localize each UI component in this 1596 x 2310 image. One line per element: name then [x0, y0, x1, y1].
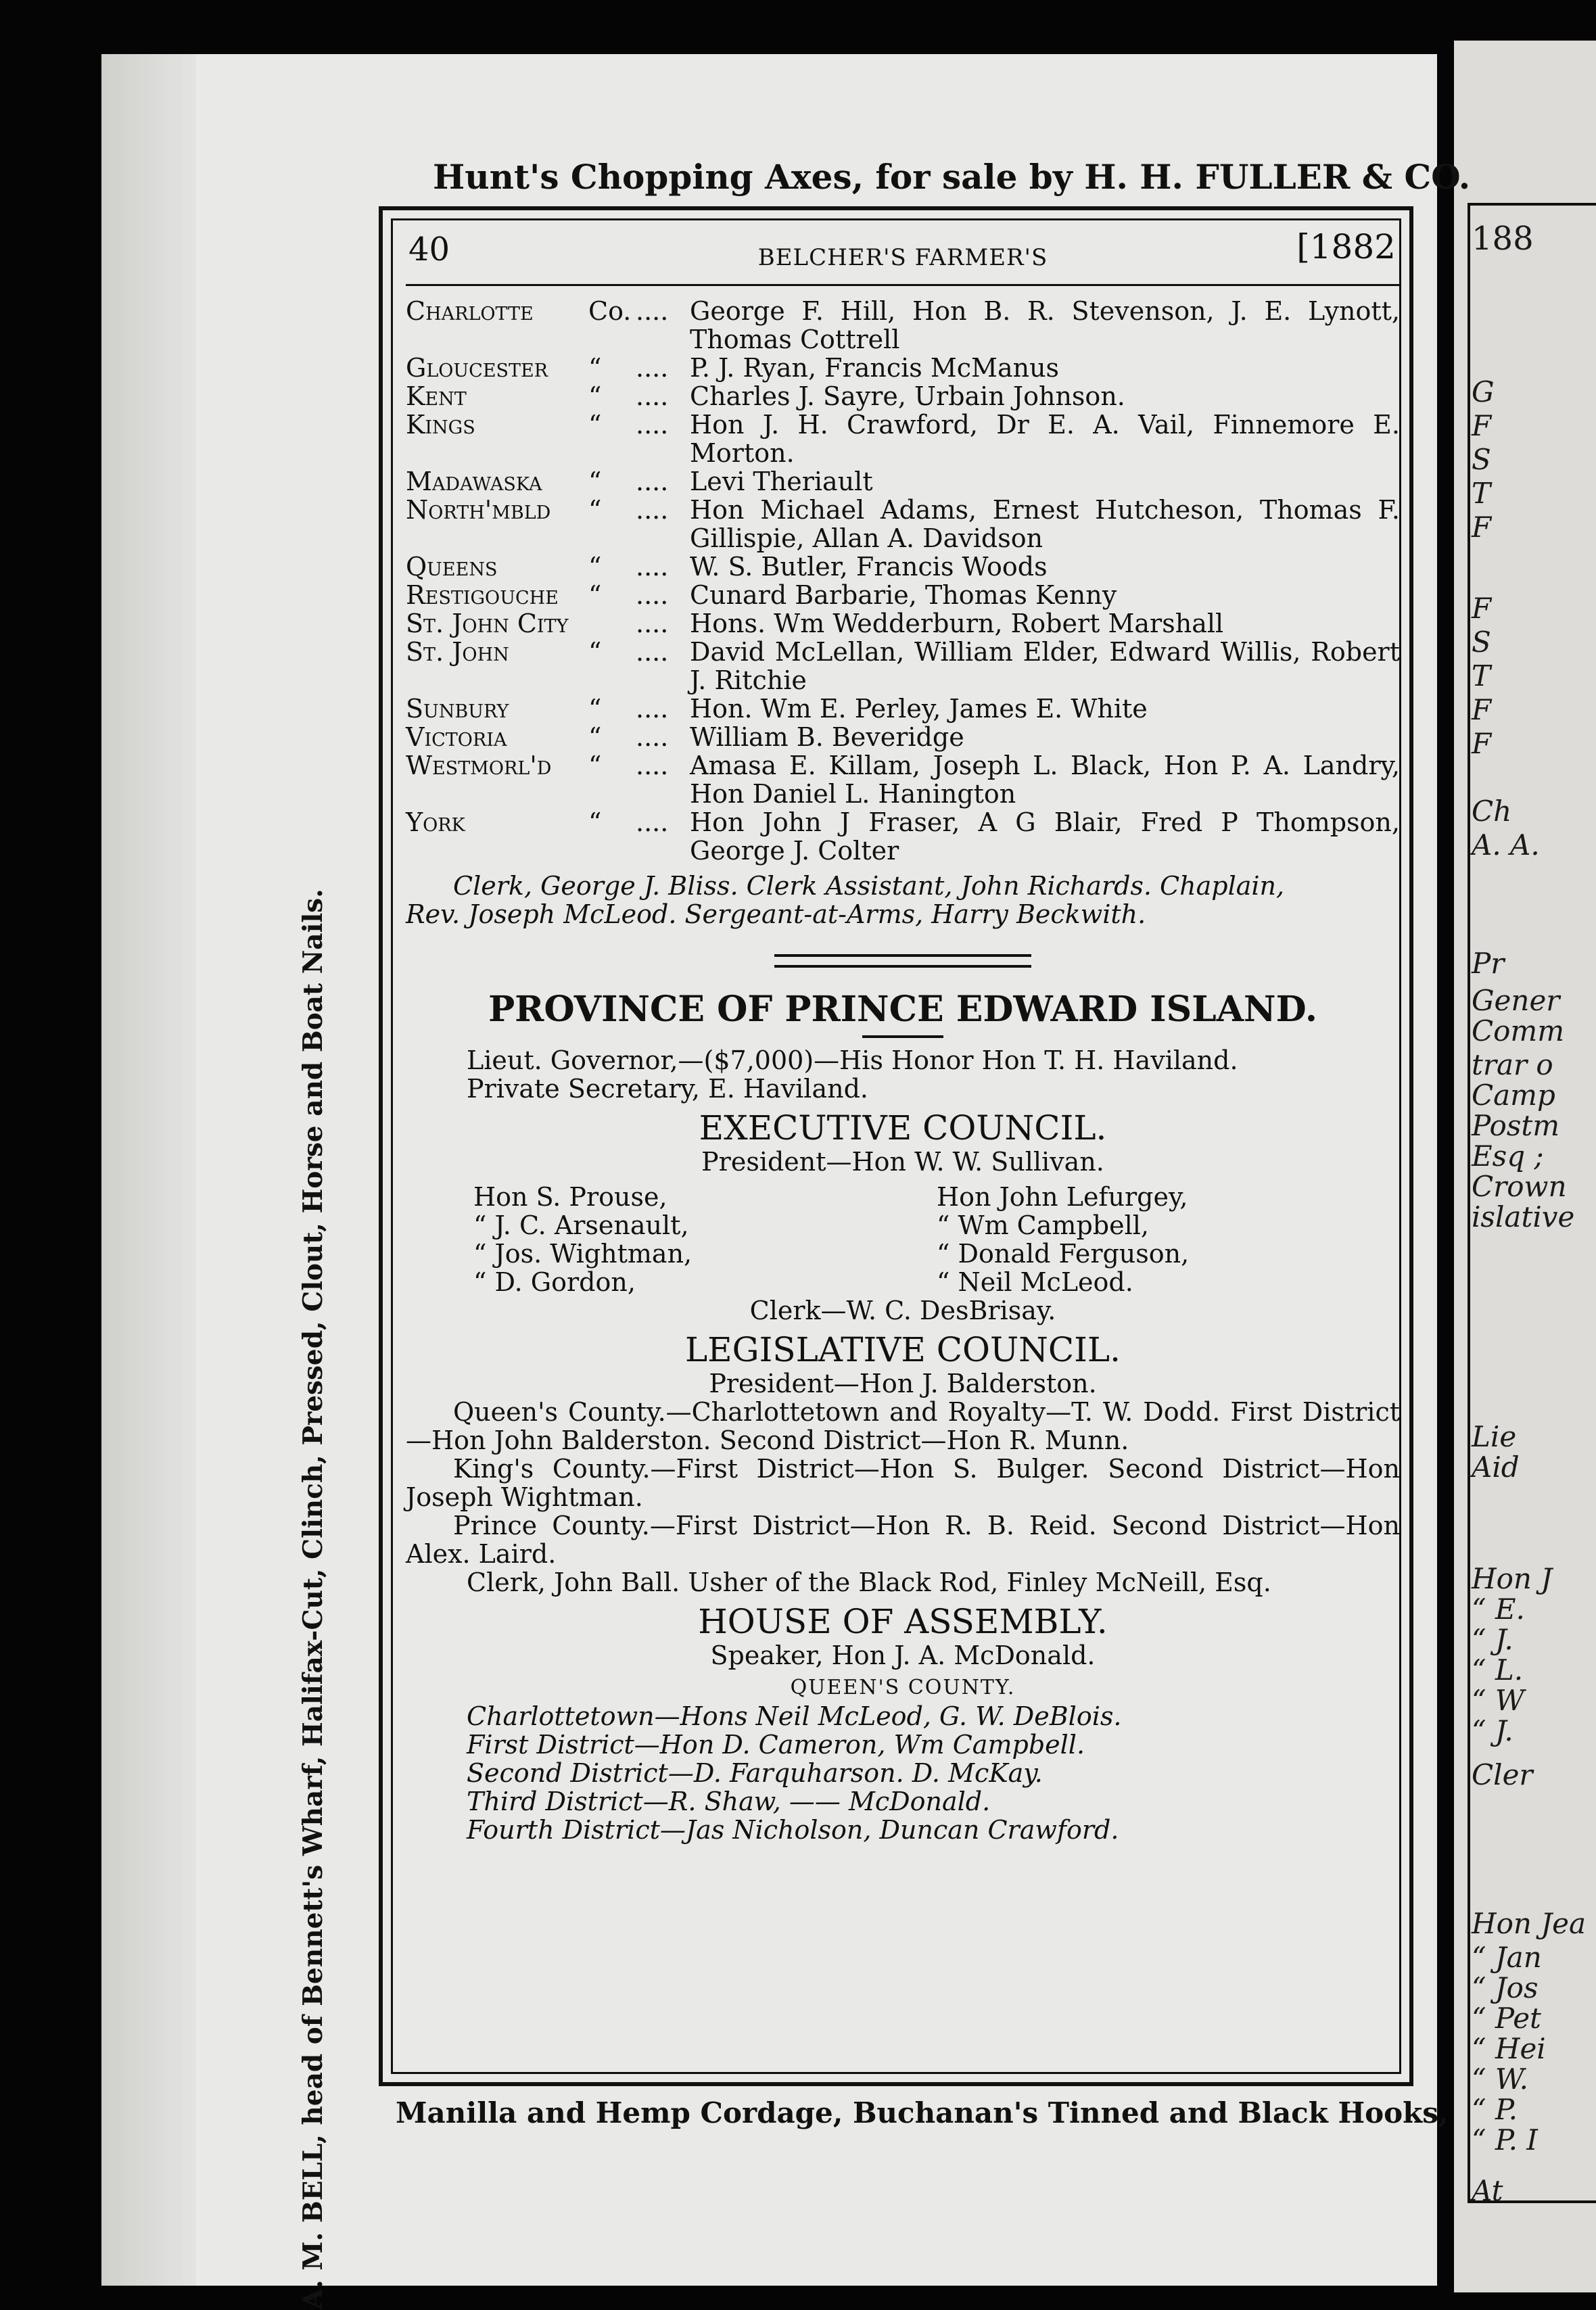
- officers-line-1: Clerk, George J. Bliss. Clerk Assistant, John Richards. Chaplain,: [453, 871, 1285, 901]
- section-divider: [774, 954, 1031, 968]
- assembly-districts: [406, 1702, 1400, 1844]
- county-ditto: “: [588, 495, 602, 525]
- county-ditto: Co.: [588, 296, 632, 326]
- page-content: [406, 223, 1400, 1844]
- member-names: Charles J. Sayre, Urbain Johnson.: [690, 381, 1125, 411]
- county-entry: [406, 410, 1400, 467]
- pei-title: PROVINCE OF PRINCE EDWARD ISLAND.: [488, 989, 1317, 1030]
- legislative-prince-county: Prince County.—First District—Hon R. B. Reid. Second District—Hon Alex. Laird.: [406, 1511, 1400, 1569]
- facing-page-text: S: [1472, 443, 1491, 476]
- county-ditto: “: [588, 580, 602, 610]
- facing-page-text: F: [1472, 592, 1492, 625]
- bottom-advertisement: Manilla and Hemp Cordage, Buchanan's Tinned and Black Hooks,: [396, 2096, 1449, 2129]
- county-ditto: “: [588, 807, 602, 837]
- county-ditto: “: [588, 751, 602, 780]
- legislative-kings-county: King's County.—First District—Hon S. Bulger. Second District—Hon Joseph Wightman.: [406, 1454, 1400, 1512]
- leader-dots: ....: [636, 495, 669, 525]
- officers-line-2: Rev. Joseph McLeod. Sergeant-at-Arms, Harry Beckwith.: [406, 899, 1146, 929]
- facing-page-text: “ Hei: [1472, 2032, 1546, 2065]
- executive-members: [406, 1183, 1400, 1296]
- member-names: Hons. Wm Wedderburn, Robert Marshall: [690, 609, 1224, 638]
- facing-page-text: Ch: [1472, 795, 1512, 828]
- facing-page-text: G: [1472, 375, 1495, 408]
- council-member: Hon John Lefurgey,: [937, 1182, 1188, 1212]
- executive-council-title: EXECUTIVE COUNCIL.: [699, 1108, 1107, 1148]
- executive-president: President—Hon W. W. Sullivan.: [701, 1147, 1104, 1177]
- member-names: George F. Hill, Hon B. R. Stevenson, J. E. Lynott, Thomas Cottrell: [690, 296, 1400, 354]
- facing-page-text: Cler: [1472, 1758, 1533, 1791]
- facing-page-text: F: [1472, 693, 1492, 726]
- leader-dots: ....: [636, 353, 669, 383]
- county-entry: [406, 496, 1400, 552]
- county-ditto: “: [588, 353, 602, 383]
- county-name: Westmorl'd: [406, 751, 552, 780]
- county-name: Victoria: [406, 722, 507, 752]
- county-name: Kent: [406, 381, 467, 411]
- assembly-district: First District—Hon D. Cameron, Wm Campbell.: [467, 1730, 1085, 1760]
- county-entry: [406, 552, 1400, 581]
- house-of-assembly-title: HOUSE OF ASSEMBLY.: [698, 1602, 1108, 1641]
- executive-members-right: [937, 1183, 1400, 1296]
- facing-page-text: trar o: [1472, 1048, 1553, 1081]
- page-year: [1882: [1296, 227, 1396, 266]
- council-member: “ J. C. Arsenault,: [473, 1210, 689, 1240]
- facing-page-text: “ Jan: [1472, 1941, 1542, 1974]
- leader-dots: ....: [636, 467, 669, 496]
- page-number: 40: [408, 231, 450, 268]
- county-name: York: [406, 807, 465, 837]
- county-name: St. John: [406, 637, 509, 667]
- facing-page-text: “ J.: [1472, 1623, 1513, 1656]
- leader-dots: ....: [636, 694, 669, 724]
- council-member: “ Wm Campbell,: [937, 1210, 1149, 1240]
- facing-page-text: Gener: [1472, 984, 1560, 1017]
- private-secretary: Private Secretary, E. Haviland.: [467, 1074, 868, 1104]
- county-entry: [406, 808, 1400, 865]
- title-underline: [862, 1035, 943, 1038]
- facing-page-text: F: [1472, 409, 1492, 442]
- county-entry: [406, 581, 1400, 609]
- facing-page-text: Camp: [1472, 1079, 1555, 1112]
- facing-page-text: Comm: [1472, 1014, 1565, 1047]
- county-entry: [406, 694, 1400, 723]
- facing-page-text: “ E.: [1472, 1593, 1525, 1626]
- council-member: “ D. Gordon,: [473, 1267, 636, 1297]
- member-names: Hon J. H. Crawford, Dr E. A. Vail, Finnemore E. Morton.: [690, 410, 1400, 468]
- member-names: Hon. Wm E. Perley, James E. White: [690, 694, 1148, 724]
- leader-dots: ....: [636, 296, 669, 326]
- county-ditto: “: [588, 381, 602, 411]
- assembly-county-heading: QUEEN'S COUNTY.: [790, 1676, 1016, 1699]
- facing-page-text: “ P. I: [1472, 2123, 1538, 2156]
- county-entry: [406, 609, 1400, 638]
- facing-page-text: “ W.: [1472, 2062, 1528, 2096]
- leader-dots: ....: [636, 410, 669, 440]
- facing-page-text: Lie: [1472, 1420, 1517, 1453]
- assembly-district: Second District—D. Farquharson. D. McKay.: [467, 1758, 1043, 1788]
- county-name: Madawaska: [406, 467, 542, 496]
- facing-page-text: T: [1472, 659, 1491, 692]
- facing-page-text: islative: [1472, 1200, 1575, 1233]
- facing-page-text: At: [1472, 2174, 1503, 2207]
- county-ditto: “: [588, 694, 602, 724]
- facing-page-text: Aid: [1472, 1451, 1520, 1484]
- facing-page-text: “ L.: [1472, 1653, 1524, 1687]
- county-name: St. John City: [406, 609, 569, 638]
- member-names: P. J. Ryan, Francis McManus: [690, 353, 1060, 383]
- county-name: Sunbury: [406, 694, 509, 724]
- county-name: Gloucester: [406, 353, 548, 383]
- side-advertisement: A. M. BELL, head of Bennett's Wharf, Halifax-Cut, Clinch, Pressed, Clout, Horse and Boat Nails.: [298, 889, 329, 2309]
- county-ditto: “: [588, 637, 602, 667]
- leader-dots: ....: [636, 637, 669, 667]
- leader-dots: ....: [636, 580, 669, 610]
- county-name: Queens: [406, 552, 498, 582]
- page-gutter: [101, 54, 196, 2286]
- assembly-district: Charlottetown—Hons Neil McLeod, G. W. DeBlois.: [467, 1701, 1122, 1731]
- county-entry: [406, 751, 1400, 808]
- facing-page-text: “ J.: [1472, 1714, 1513, 1747]
- facing-page-text: F: [1472, 727, 1492, 760]
- council-member: Hon S. Prouse,: [473, 1182, 667, 1212]
- county-entry: [406, 354, 1400, 382]
- facing-page-text: “ W: [1472, 1684, 1524, 1717]
- facing-page-text: Pr: [1472, 947, 1505, 980]
- county-entry: [406, 723, 1400, 751]
- county-members-list: [406, 297, 1400, 865]
- county-name: Restigouche: [406, 580, 559, 610]
- facing-page-text: “ P.: [1472, 2093, 1518, 2126]
- assembly-district: Third District—R. Shaw, —— McDonald.: [467, 1787, 991, 1816]
- county-ditto: “: [588, 722, 602, 752]
- county-entry: [406, 638, 1400, 694]
- facing-page-text: Crown: [1472, 1170, 1567, 1203]
- running-header: [406, 223, 1400, 286]
- facing-page-text: Hon Jea: [1472, 1907, 1587, 1940]
- lt-governor: Lieut. Governor,—($7,000)—His Honor Hon T. H. Haviland.: [467, 1045, 1238, 1075]
- facing-page-text: “ Jos: [1472, 1971, 1539, 2004]
- legislative-president: President—Hon J. Balderston.: [709, 1369, 1097, 1398]
- member-names: W. S. Butler, Francis Woods: [690, 552, 1048, 582]
- assembly-speaker: Speaker, Hon J. A. McDonald.: [710, 1641, 1096, 1670]
- member-names: Cunard Barbarie, Thomas Kenny: [690, 580, 1117, 610]
- facing-page-text: “ Pet: [1472, 2002, 1541, 2035]
- county-entry: [406, 467, 1400, 496]
- council-member: “ Neil McLeod.: [937, 1267, 1133, 1297]
- legislative-council-title: LEGISLATIVE COUNCIL.: [684, 1330, 1121, 1369]
- council-member: “ Donald Ferguson,: [937, 1239, 1190, 1269]
- member-names: William B. Beveridge: [690, 722, 964, 752]
- county-entry: [406, 297, 1400, 354]
- executive-clerk: Clerk—W. C. DesBrisay.: [749, 1296, 1056, 1325]
- county-name: Charlotte: [406, 296, 534, 326]
- facing-page-fragment: [1454, 41, 1596, 2292]
- leader-dots: ....: [636, 552, 669, 582]
- facing-page-text: F: [1472, 511, 1492, 544]
- member-names: Hon John J Fraser, A G Blair, Fred P Thompson, George J. Colter: [690, 807, 1400, 866]
- leader-dots: ....: [636, 609, 669, 638]
- county-ditto: “: [588, 552, 602, 582]
- county-entry: [406, 382, 1400, 410]
- member-names: Hon Michael Adams, Ernest Hutcheson, Thomas F. Gillispie, Allan A. Davidson: [690, 495, 1400, 553]
- county-name: Kings: [406, 410, 475, 440]
- legislative-queens-county: Queen's County.—Charlottetown and Royalty—T. W. Dodd. First District—Hon John Balderston. Second District—Hon R. Munn.: [406, 1397, 1400, 1455]
- facing-page-text: Hon J: [1472, 1562, 1553, 1595]
- executive-members-left: [473, 1183, 937, 1296]
- leader-dots: ....: [636, 381, 669, 411]
- facing-page-text: T: [1472, 477, 1491, 510]
- leader-dots: ....: [636, 722, 669, 752]
- facing-page-text: A. A.: [1472, 828, 1540, 862]
- county-ditto: “: [588, 467, 602, 496]
- leader-dots: ....: [636, 751, 669, 780]
- facing-page-text: Esq ;: [1472, 1139, 1544, 1173]
- assembly-district: Fourth District—Jas Nicholson, Duncan Crawford.: [467, 1815, 1119, 1845]
- member-names: Amasa E. Killam, Joseph L. Black, Hon P. A. Landry, Hon Daniel L. Hanington: [690, 751, 1400, 809]
- top-advertisement: Hunt's Chopping Axes, for sale by H. H. FULLER & CO.: [433, 157, 1471, 197]
- legislative-clerk: Clerk, John Ball. Usher of the Black Rod, Finley McNeill, Esq.: [467, 1568, 1271, 1597]
- county-name: North'mbld: [406, 495, 551, 525]
- council-member: “ Jos. Wightman,: [473, 1239, 693, 1269]
- facing-page-text: S: [1472, 626, 1491, 659]
- leader-dots: ....: [636, 807, 669, 837]
- member-names: Levi Theriault: [690, 467, 873, 496]
- county-ditto: “: [588, 410, 602, 440]
- facing-page-text: Postm: [1472, 1109, 1560, 1142]
- member-names: David McLellan, William Elder, Edward Willis, Robert J. Ritchie: [690, 637, 1400, 695]
- county-ditto: [588, 609, 636, 638]
- running-title: BELCHER'S FARMER'S: [757, 244, 1048, 271]
- facing-page-year: 188: [1472, 220, 1534, 258]
